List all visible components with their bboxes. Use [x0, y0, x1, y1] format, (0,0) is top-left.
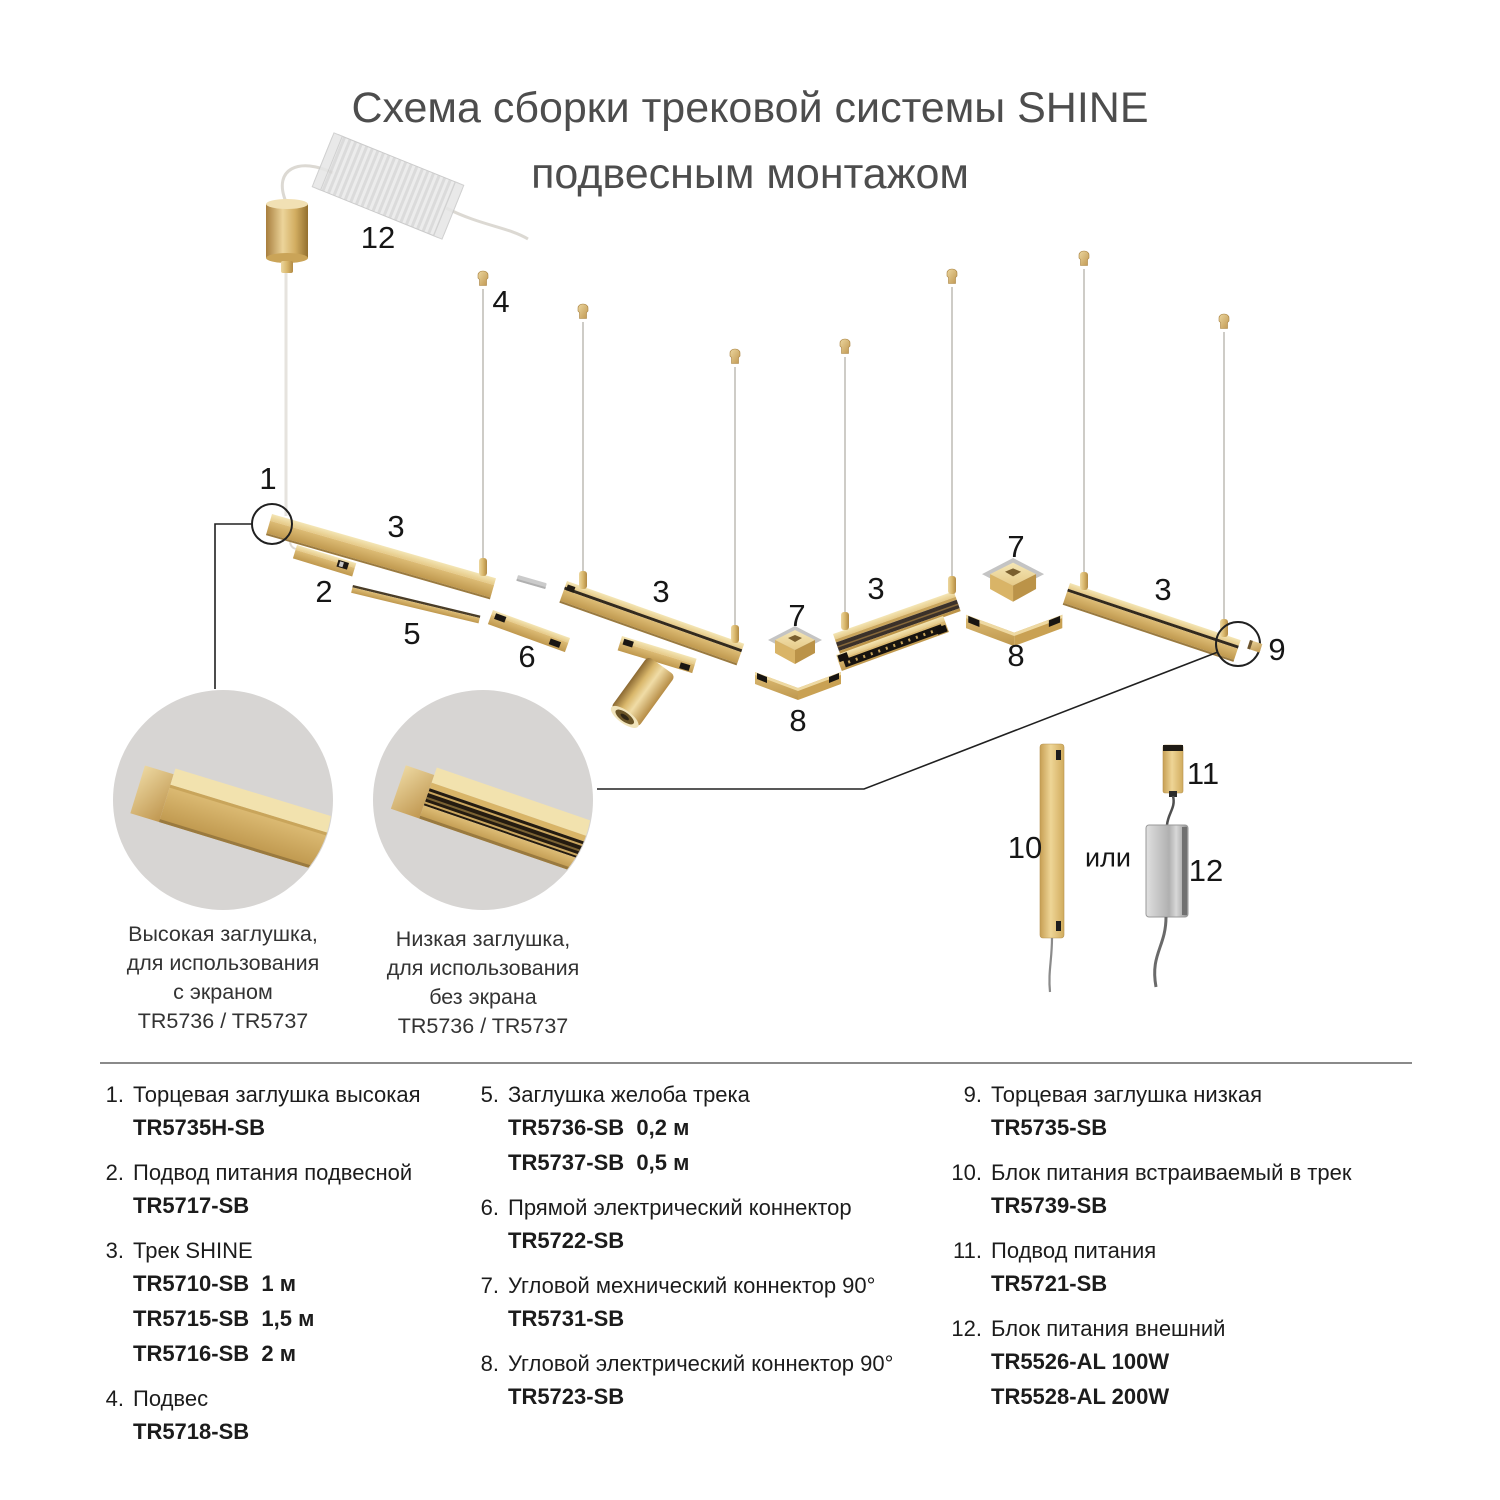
label-power-feed: 11 [1186, 756, 1220, 791]
part-item-3: 3. Трек SHINE TR5710-SB 1 м TR5715-SB 1,5 м TR5716-SB 2 м [105, 1238, 315, 1366]
parts-column-1 [92, 1080, 462, 1462]
caption-line: для использования [386, 956, 580, 980]
label-track-c: 3 [867, 571, 885, 606]
caption-low-cap [318, 925, 648, 1041]
part-item-8: 8. Угловой электрический коннектор 90° TR5723-SB [480, 1351, 894, 1409]
part-item-12: 12. Блок питания внешний TR5526-AL 100W TR5528-AL 200W [951, 1316, 1226, 1409]
label-or: или [1085, 842, 1131, 873]
label-track-d: 3 [1154, 572, 1172, 607]
label-corner-elec-a: 8 [789, 703, 807, 738]
list-separator [100, 1062, 1412, 1064]
label-corner-elec-b: 8 [1007, 638, 1025, 673]
part-item-7: 7. Угловой мехнический коннектор 90° TR5731-SB [480, 1273, 876, 1331]
label-low-cap: 9 [1268, 632, 1286, 667]
ghost-connector [516, 575, 546, 589]
label-track-b: 3 [652, 574, 670, 609]
caption-line: Низкая заглушка, [395, 927, 571, 951]
spotlight [607, 636, 696, 732]
caption-line: TR5736 / TR5737 [397, 1014, 569, 1038]
detail-circle-high-cap [113, 690, 357, 910]
label-high-cap: 1 [259, 461, 277, 496]
label-track-psu: 10 [1007, 830, 1043, 865]
part-item-5: 5. Заглушка желоба трека TR5736-SB 0,2 м TR5737-SB 0,5 м [480, 1082, 750, 1175]
part-item-2: 2. Подвод питания подвесной TR5717-SB [105, 1160, 413, 1218]
corner-electrical-connector-1 [755, 672, 841, 700]
label-cover-strip: 5 [403, 616, 421, 651]
parts-column-2 [467, 1080, 927, 1427]
part-item-6: 6. Прямой электрический коннектор TR5722-SB [480, 1195, 852, 1253]
psu-cable-right [446, 208, 528, 239]
caption-line: TR5736 / TR5737 [137, 1009, 309, 1033]
label-suspension: 4 [492, 284, 510, 319]
suspension-cones [478, 251, 1229, 364]
page-title: Схема сборки трековой системы SHINE [351, 84, 1149, 132]
caption-line: с экраном [173, 980, 273, 1004]
label-psu-bottom: 12 [1188, 853, 1224, 888]
detail-circle-low-cap [373, 690, 621, 910]
label-track-a: 3 [387, 509, 405, 544]
label-corner-mech-b: 7 [1007, 529, 1025, 564]
caption-line: без экрана [429, 985, 537, 1009]
label-corner-mech-a: 7 [788, 598, 806, 633]
track-psu-bar [1040, 744, 1064, 992]
caption-line: для использования [126, 951, 320, 975]
part-item-10: 10. Блок питания встраиваемый в трек TR5739-SB [951, 1160, 1352, 1218]
suspension-cables [483, 269, 1224, 625]
part-item-11: 11. Подвод питания TR5721-SB [953, 1238, 1157, 1296]
part-item-4: 4. Подвес TR5718-SB [105, 1386, 250, 1444]
label-power-feed-pendant: 2 [315, 574, 333, 609]
parts-column-3 [936, 1080, 1416, 1427]
label-straight-connector: 6 [518, 639, 536, 674]
part-item-1: 1. Торцевая заглушка высокая TR5735H-SB [105, 1082, 421, 1140]
track-segment-4 [1063, 583, 1241, 662]
caption-line: Высокая заглушка, [128, 922, 318, 946]
power-feed-small [1163, 745, 1183, 825]
part-item-9: 9. Торцевая заглушка низкая TR5735-SB [963, 1082, 1263, 1140]
label-psu-top: 12 [360, 220, 396, 255]
external-psu-box [1146, 825, 1188, 987]
page-subtitle: подвесным монтажом [531, 150, 969, 198]
ceiling-canopy [266, 199, 308, 273]
